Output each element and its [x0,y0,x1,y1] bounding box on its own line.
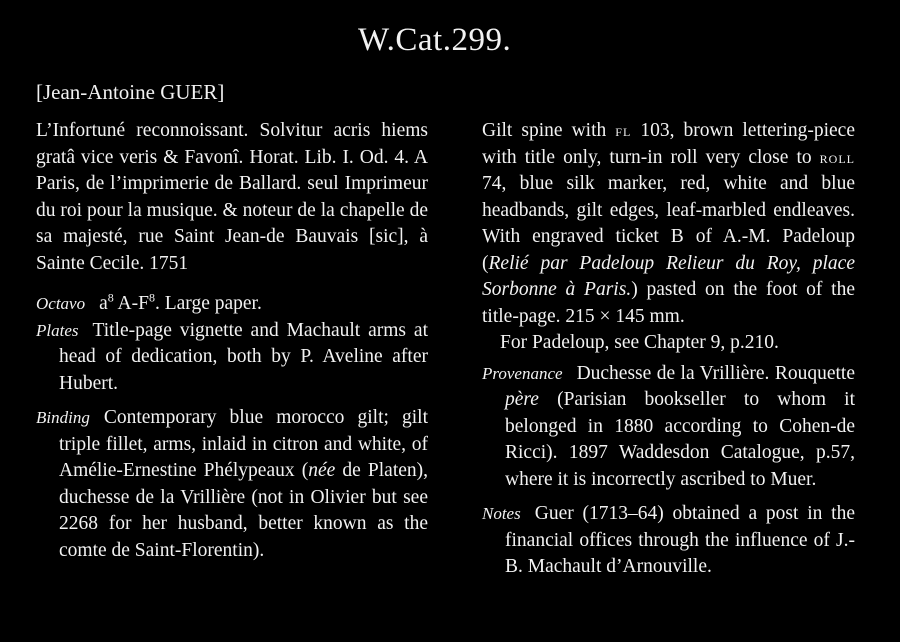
author-heading: [Jean-Antoine GUER] [36,80,225,104]
catalog-number: W.Cat.299. [358,22,512,58]
description-paragraph [482,118,855,330]
plates-entry [36,318,428,398]
provenance-italic: père [505,389,539,410]
octavo-post: . Large paper. [154,293,262,314]
notes-entry [482,501,855,581]
binding-text-b: de Platen), duchesse de la Vrillière (not in Olivier but see 2268 for her husband, better known as the comte de Saint-Florentin). [59,460,429,561]
notes-label: Notes [482,504,521,523]
provenance-entry [482,361,855,494]
notes-text: Guer (1713–64) obtained a post in the financial offices through the influence of J.-B. Machault d’Arnouville. [505,503,855,577]
binding-entry [36,405,428,564]
desc-smallcaps-1: fl [615,121,632,140]
desc-text-4: ) pasted on the foot of the title-page. 215 × 145 mm. [482,279,855,327]
binding-label: Binding [36,408,90,427]
padeloup-reference: For Padeloup, see Chapter 9, p.210. [500,332,779,353]
desc-smallcaps-2: roll [819,147,855,167]
desc-text-1: Gilt spine with [482,120,616,141]
plates-label: Plates [36,320,79,340]
desc-italic: Relié par Padeloup Relieur du Roy, place Sorbonne à Paris. [482,252,855,300]
left-column [36,118,428,564]
octavo-sup1: 8 [107,290,114,305]
octavo-line [36,291,428,318]
provenance-text-b: (Parisian bookseller to whom it belonged in 1880 according to Cohen-de Ricci). 1897 Waddesdon Catalogue, p.57, where it is incorrectly ascribed to Muer. [505,389,855,490]
right-column [482,118,855,581]
provenance-label: Provenance [482,363,563,383]
octavo-pre: a [99,293,108,314]
desc-text-3: 74, blue silk marker, red, white and blue headbands, gilt edges, leaf-marbled endleaves. With engraved ticket B of A.-M. Padeloup ( [482,173,855,274]
octavo-label: Octavo [36,294,86,313]
desc-text-2: 103, brown lettering-piece with title only, turn-in roll very close to [482,120,855,168]
provenance-text-a: Duchesse de la Vrillière. Rouquette [576,362,855,384]
plates-text: Title-page vignette and Machault arms at head of dedication, both by P. Aveline after Hubert. [59,319,428,394]
title-block: L’Infortuné reconnoissant. Solvitur acris hiems gratâ vice veris & Favonî. Horat. Lib. I. Od. 4. A Paris, de l’imprimerie de Ballard. seul Imprimeur du roi pour la musique. & noteur de la chapelle de sa majesté, rue Saint Jean-de Bauvais [sic], à Sainte Cecile. 1751 [36,120,428,274]
octavo-mid: A-F [113,293,149,314]
binding-text-a: Contemporary blue morocco gilt; gilt triple fillet, arms, inlaid in citron and white, of Amélie-Ernestine Phélypeaux ( [59,407,428,481]
octavo-sup2: 8 [148,290,155,305]
binding-italic: née [308,460,336,481]
